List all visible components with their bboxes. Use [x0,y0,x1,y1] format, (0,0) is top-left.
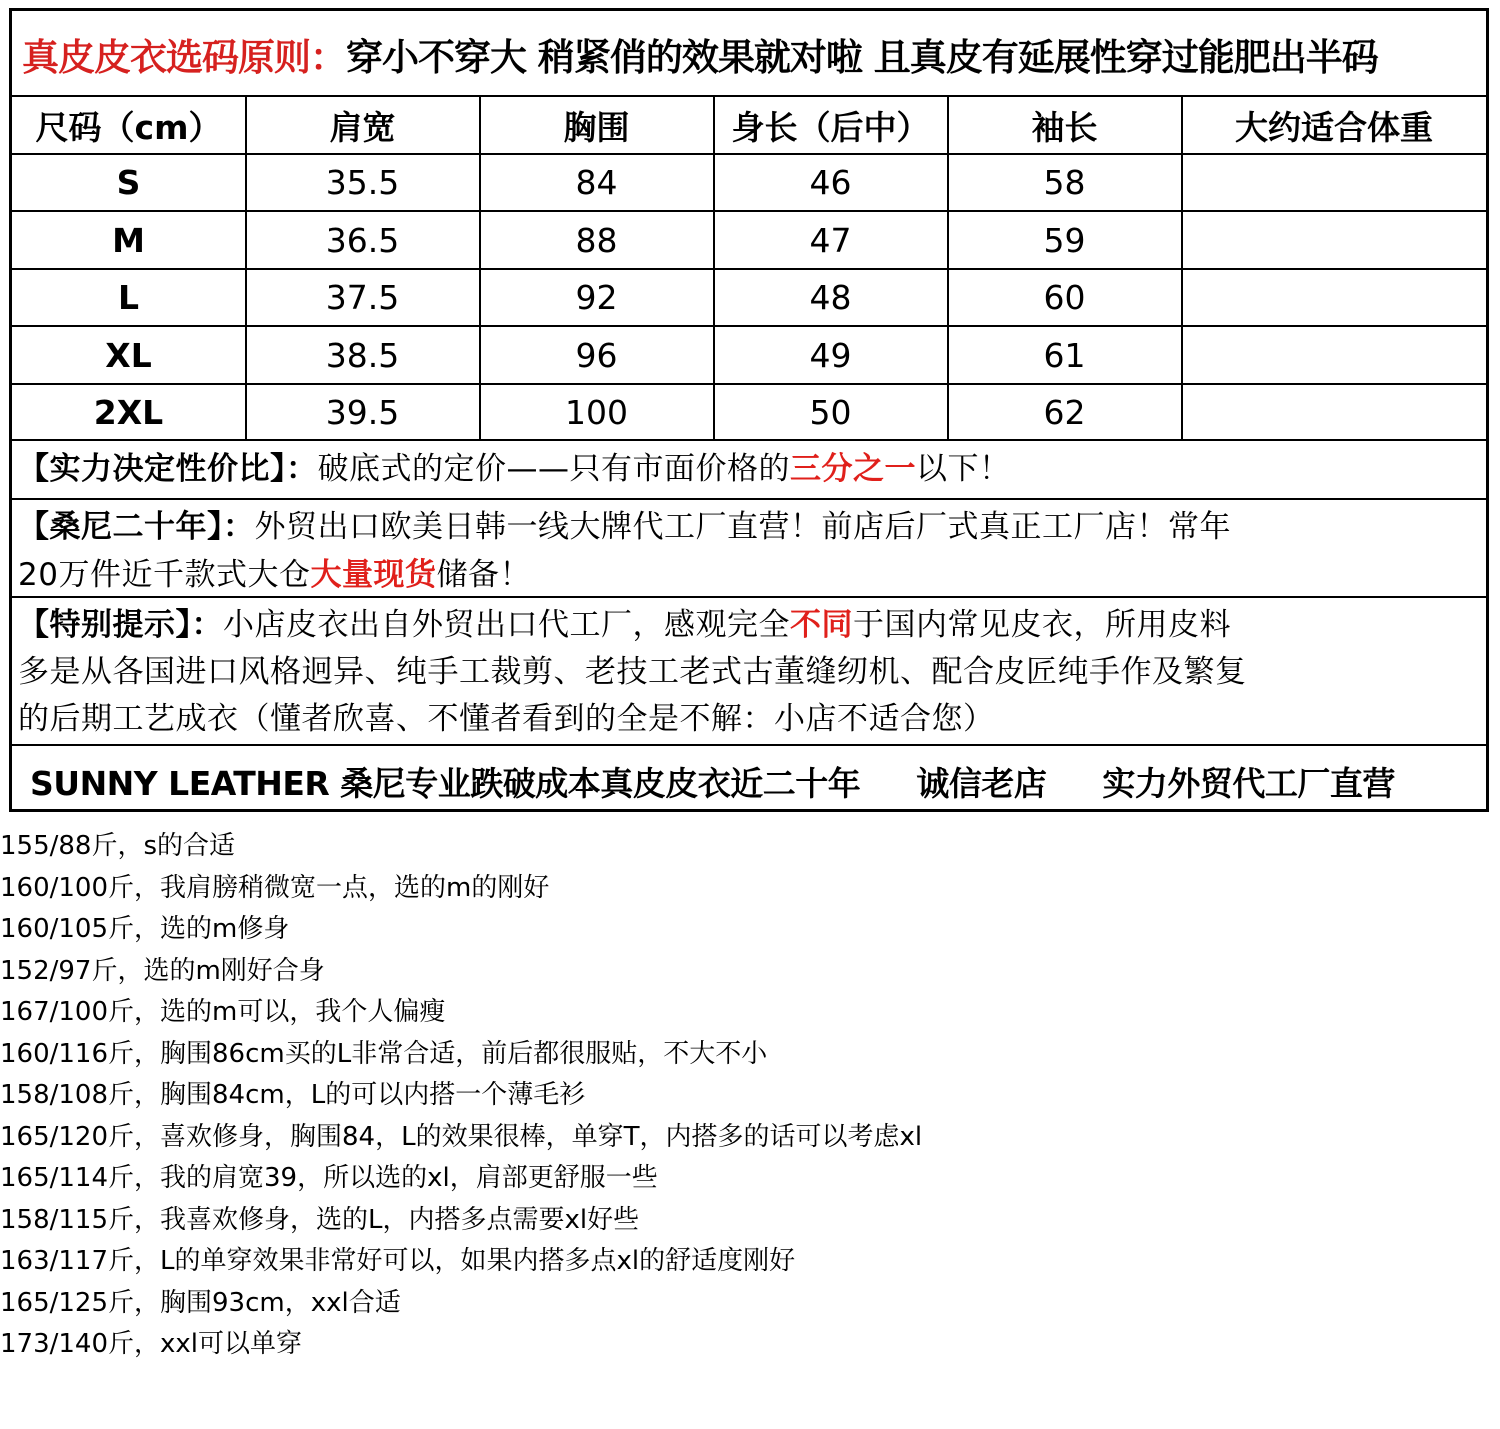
cell-sleeve: 61 [1043,335,1086,375]
review-line: 165/120斤，喜欢修身，胸围84，L的效果很棒，单穿T，内搭多的话可以考虑xl [0,1121,923,1152]
chart-title [12,11,1486,97]
review-line: 163/117斤，L的单穿效果非常好可以，如果内搭多点xl的舒适度刚好 [0,1246,796,1276]
tip-note [18,602,1247,743]
review-line: 155/88斤，s的合适 [0,831,236,861]
cell-shoulder: 35.5 [325,163,400,202]
review-line: 160/105斤，选的m修身 [0,914,290,944]
review-line: 173/140斤，xxl可以单穿 [0,1329,303,1359]
value-note-tail: 以下！ [916,451,1011,487]
footer-factory: 实力外贸代工厂直营 [1102,763,1395,803]
tip-note-line2: 多是从各国进口风格迥异、纯手工裁剪、老技工老式古董缝纫机、配合皮匠纯手作及繁复 [18,654,1247,690]
divider [12,498,1486,500]
cell-chest: 88 [575,220,618,260]
size-chart [9,8,1489,812]
header-chest: 胸围 [563,107,630,147]
tip-note-line3: 的后期工艺成衣（懂者欣喜、不懂者看到的全是不解：小店不适合您） [18,701,995,737]
value-note-label: 【实力决定性价比】： [18,451,318,487]
cell-chest: 92 [575,278,618,317]
tip-note-line1: 小店皮衣出自外贸出口代工厂，感观完全 [223,607,790,643]
title-prefix: 真皮皮衣选码原则： [22,36,346,79]
cell-chest: 84 [575,163,618,202]
cell-chest: 100 [565,392,628,432]
header-weight: 大约适合体重 [1235,107,1433,147]
brand-note [18,503,1231,599]
cell-weight [1182,155,1486,210]
cell-size: 2XL [93,392,164,432]
cell-weight [1182,327,1486,383]
cell-size: S [116,163,141,202]
brand-note-label: 【桑尼二十年】： [18,509,255,545]
value-note [18,445,1011,493]
review-line: 167/100斤，选的m可以，我个人偏瘦 [0,997,446,1027]
value-note-text: 破底式的定价——只有市面价格的 [317,451,790,487]
cell-length: 46 [809,163,852,202]
cell-chest: 96 [575,335,618,375]
value-note-highlight: 三分之一 [790,451,916,487]
review-line: 158/108斤，胸围84cm，L的可以内搭一个薄毛衫 [0,1080,586,1110]
divider [12,744,1486,746]
brand-note-line2: 20万件近千款式大仓 [18,557,311,593]
cell-sleeve: 60 [1043,278,1086,317]
cell-sleeve: 62 [1043,392,1086,432]
cell-shoulder: 37.5 [325,278,400,317]
review-line: 165/125斤，胸围93cm，xxl合适 [0,1287,401,1318]
header-length: 身长（后中） [731,107,930,147]
brand-note-highlight: 大量现货 [310,557,437,593]
cell-sleeve: 59 [1043,220,1086,260]
footer-honest-shop: 诚信老店 [916,763,1047,803]
cell-shoulder: 39.5 [325,392,400,432]
cell-size: XL [105,335,152,375]
cell-length: 50 [809,392,852,432]
header-shoulder: 肩宽 [329,107,396,147]
cell-length: 48 [809,278,852,317]
customer-fit-reviews [0,826,1500,1366]
cell-weight [1182,212,1486,268]
review-line: 160/100斤，我肩膀稍微宽一点，选的m的刚好 [0,872,550,903]
cell-sleeve: 58 [1043,163,1086,202]
cell-shoulder: 38.5 [325,335,400,375]
header-size: 尺码（cm） [35,107,222,147]
divider [12,439,1486,441]
review-line: 165/114斤，我的肩宽39，所以选的xl，肩部更舒服一些 [0,1163,658,1193]
tip-note-label: 【特别提示】： [18,607,223,643]
cell-shoulder: 36.5 [325,220,400,260]
tip-note-line1-tail: 于国内常见皮衣，所用皮料 [853,607,1231,643]
cell-size: M [112,220,145,260]
cell-weight [1182,270,1486,325]
review-line: 158/115斤，我喜欢修身，选的L，内搭多点需要xl好些 [0,1204,640,1235]
cell-length: 49 [809,335,852,375]
brand-note-line1: 外贸出口欧美日韩一线大牌代工厂直营！前店后厂式真正工厂店！常年 [254,509,1231,545]
tip-note-highlight: 不同 [790,607,853,643]
cell-size: L [117,278,140,317]
cell-length: 47 [809,220,852,260]
title-main: 穿小不穿大 稍紧俏的效果就对啦 且真皮有延展性穿过能肥出半码 [346,36,1378,79]
brand-note-tail: 储备！ [436,557,531,593]
footer-brand: SUNNY LEATHER 桑尼专业跌破成本真皮皮衣近二十年 [30,763,861,803]
cell-weight [1182,385,1486,439]
footer-banner [12,753,1486,809]
review-line: 160/116斤，胸围86cm买的L非常合适，前后都很服贴，不大不小 [0,1038,768,1069]
header-sleeve: 袖长 [1031,107,1098,147]
review-line: 152/97斤，选的m刚好合身 [0,955,325,986]
